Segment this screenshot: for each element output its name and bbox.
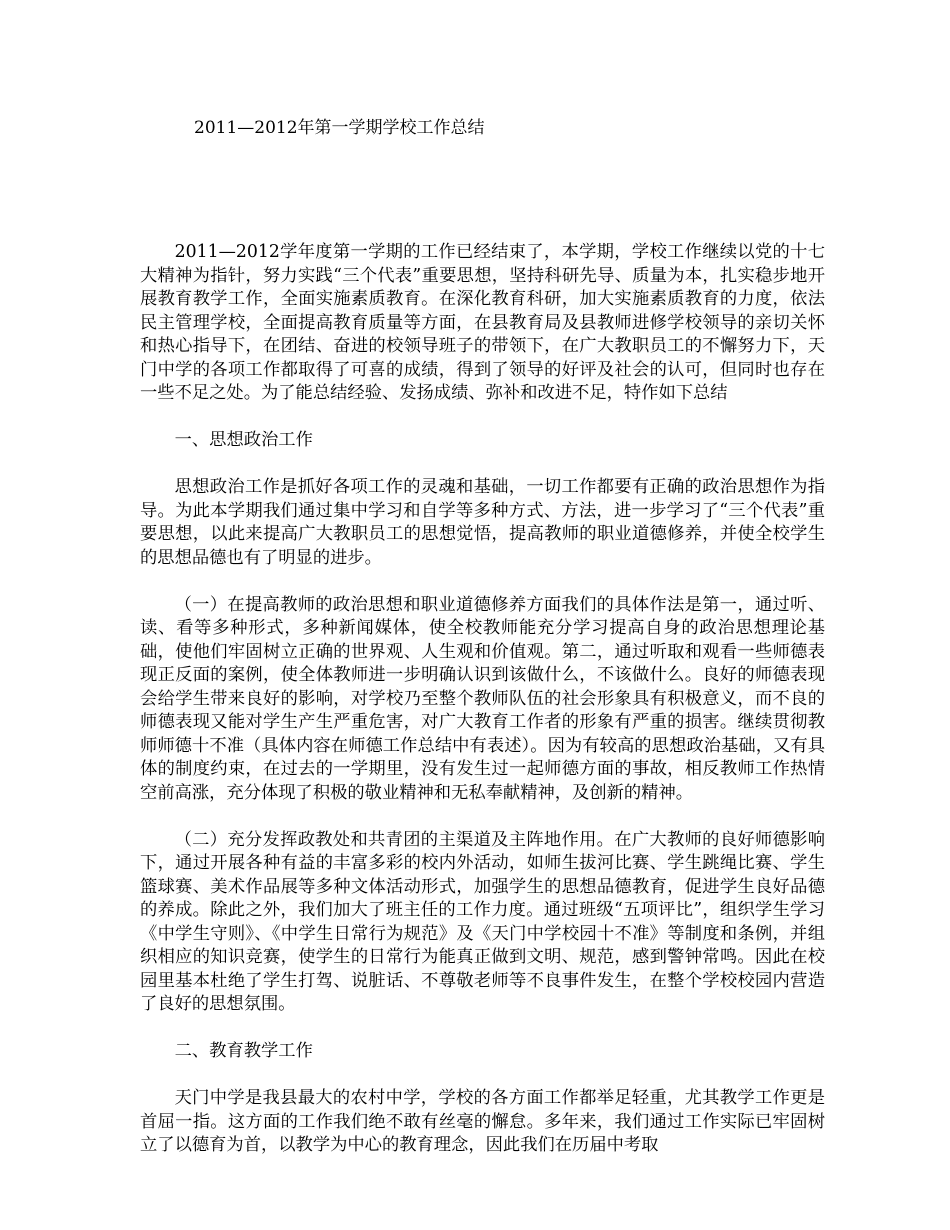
document-title: 2011—2012年第一学期学校工作总结 bbox=[194, 118, 485, 138]
section-heading-teaching: 二、教育教学工作 bbox=[174, 1041, 313, 1061]
section-heading-political: 一、思想政治工作 bbox=[174, 430, 313, 450]
intro-paragraph: 2011—2012学年度第一学期的工作已经结束了，本学期，学校工作继续以党的十七大精神为指针，努力实践“三个代表”重要思想，坚持科研先导、质量为本，扎实稳步地开展教育教学工作，全面实施素质教育。在深化教育科研，加大实施素质教育的力度，依法民主管理学校，全面提高教育质量等方面，在县教育局及县教师进修学校领导的亲切关怀和热心指导下，在团结、奋进的校领导班子的带领下，在广大教职员工的不懈努力下，天门中学的各项工作都取得了可喜的成绩，得到了领导的好评及社会的认可，但同时也存在一些不足之处。为了能总结经验、发扬成绩、弥补和改进不足，特作如下总结 bbox=[140, 242, 825, 403]
body-paragraph: 天门中学是我县最大的农村中学，学校的各方面工作都举足轻重，尤其教学工作更是首屈一指。这方面的工作我们绝不敢有丝毫的懈怠。多年来，我们通过工作实际已牢固树立了以德育为首，以教学为中心的教育理念，因此我们在历届中考取 bbox=[140, 1088, 825, 1155]
body-paragraph: 思想政治工作是抓好各项工作的灵魂和基础，一切工作都要有正确的政治思想作为指导。为此本学期我们通过集中学习和自学等多种方式、方法，进一步学习了“三个代表”重要思想，以此来提高广大教职员工的思想觉悟，提高教师的职业道德修养，并使全校学生的思想品德也有了明显的进步。 bbox=[140, 477, 825, 568]
document-body bbox=[140, 241, 825, 1158]
body-paragraph: （一）在提高教师的政治思想和职业道德修养方面我们的具体作法是第一，通过听、读、看等多种形式，多种新闻媒体，使全校教师能充分学习提高自身的政治思想理论基础，使他们牢固树立正确的世界观、人生观和价值观。第二，通过听取和观看一些师德表现正反面的案例，使全体教师进一步明确认识到该做什么，不该做什么。良好的师德表现会给学生带来良好的影响，对学校乃至整个教师队伍的社会形象具有积极意义，而不良的师德表现又能对学生产生严重危害，对广大教育工作者的形象有严重的损害。继续贯彻教师师德十不准（具体内容在师德工作总结中有表述）。因为有较高的思想政治基础，又有具体的制度约束，在过去的一学期里，没有发生过一起师德方面的事故，相反教师工作热情空前高涨，充分体现了积极的敬业精神和无私奉献精神，及创新的精神。 bbox=[140, 594, 825, 803]
body-paragraph: （二）充分发挥政教处和共青团的主渠道及主阵地作用。在广大教师的良好师德影响下，通过开展各种有益的丰富多彩的校内外活动，如师生拔河比赛、学生跳绳比赛、学生篮球赛、美术作品展等多种文体活动形式，加强学生的思想品德教育，促进学生良好品德的养成。除此之外，我们加大了班主任的工作力度。通过班级“五项评比”，组织学生学习《中学生守则》、《中学生日常行为规范》及《天门中学校园十不准》等制度和条例，并组织相应的知识竞赛，使学生的日常行为能真正做到文明、规范，感到警钟常鸣。因此在校园里基本杜绝了学生打驾、说脏话、不尊敬老师等不良事件发生，在整个学校校园内营造了良好的思想氛围。 bbox=[140, 829, 825, 1014]
